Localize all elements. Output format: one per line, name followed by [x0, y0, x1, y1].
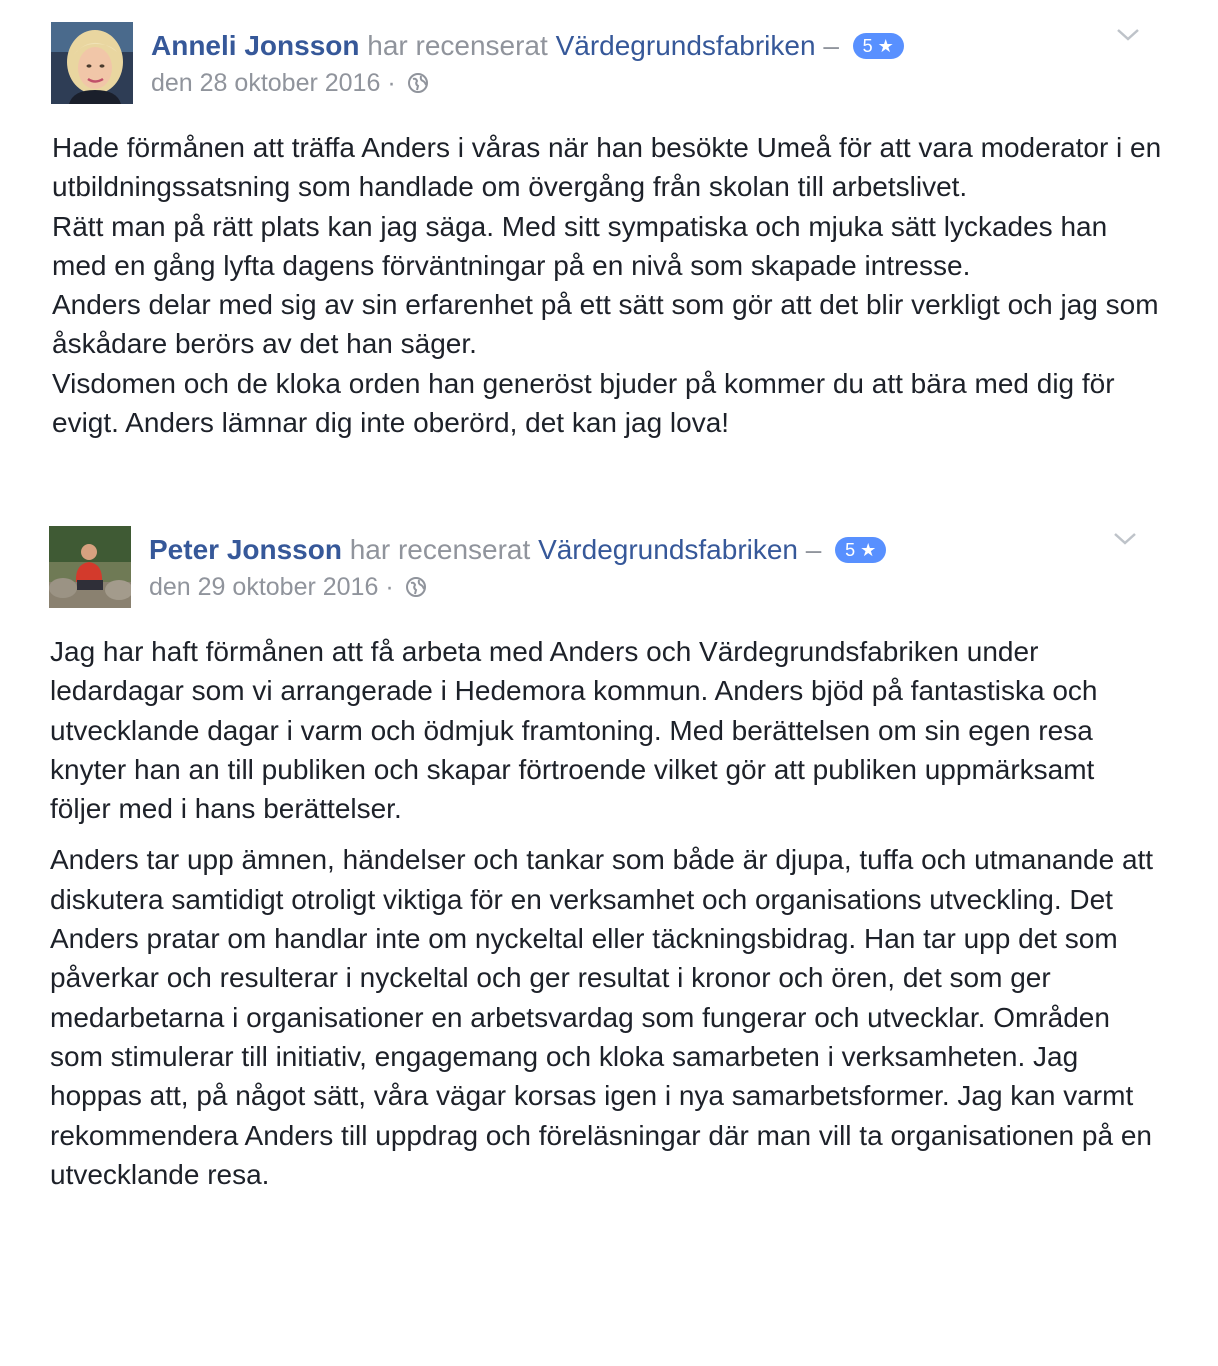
review-body [52, 128, 1162, 442]
review-body [50, 632, 1160, 1194]
header-dash: – [805, 534, 822, 565]
avatar-image [49, 526, 131, 608]
review-paragraph: Jag har haft förmånen att få arbeta med Anders och Värdegrundsfabriken under ledardagar som vi arrangerade i Hedemora kommun. Anders bjöd på fantastiska och utvecklande dagar i varm och ödmjuk framtoning. Med berättelsen om sin egen resa knyter han an till publiken och skapar förtroende vilket gör att publiken uppmärksamt följer med i hans berättelser. [50, 636, 1098, 825]
avatar-image [51, 22, 133, 104]
review-paragraph: Anders delar med sig av sin erfarenhet på ett sätt som gör att det blir verkligt och jag som åskådare berörs av det han säger. [52, 289, 1159, 360]
page-link[interactable]: Värdegrundsfabriken [538, 534, 799, 565]
avatar[interactable] [49, 526, 131, 608]
avatar[interactable] [51, 22, 133, 104]
review-meta [149, 570, 427, 604]
globe-icon [407, 69, 429, 91]
chevron-down-icon[interactable] [1112, 530, 1138, 548]
chevron-down-icon[interactable] [1115, 26, 1141, 44]
rating-badge: 5 ★ [853, 33, 904, 59]
review-paragraph: Hade förmånen att träffa Anders i våras när han besökte Umeå för att vara moderator i en utbildningssatsning som handlade om övergång från skolan till arbetslivet. [52, 132, 1162, 203]
review-paragraph: Visdomen och de kloka orden han generöst bjuder på kommer du att bära med dig för evigt. Anders lämnar dig inte oberörd, det kan jag lova! [52, 367, 1115, 439]
rating-badge: 5 ★ [835, 537, 886, 563]
header-dash: – [823, 30, 839, 61]
review-header [151, 28, 904, 64]
reviewer-name[interactable]: Anneli Jonsson [151, 30, 360, 61]
review-action-text: har recenserat [349, 534, 531, 565]
review-header [149, 532, 886, 568]
review-date[interactable]: den 29 oktober 2016 [149, 573, 379, 601]
meta-separator: · [387, 69, 396, 97]
review-action-text: har recenserat [367, 30, 548, 61]
review-date[interactable]: den 28 oktober 2016 [151, 69, 381, 97]
reviewer-name[interactable]: Peter Jonsson [149, 534, 342, 565]
review-paragraph: Anders tar upp ämnen, händelser och tankar som både är djupa, tuffa och utmanande att diskutera samtidigt otroligt viktiga för en verksamhet och organisations utveckling. Det Anders pratar om handlar inte om nyckeltal eller täckningsbidrag. Han tar upp det som påverkar och resulterar i nyckeltal och ger resultat i kronor och ören, det som ger medarbetarna i organisationer en arbetsvardag som fungerar och utvecklar. Områden som stimulerar till initiativ, engagemang och kloka samarbeten i verksamheten. Jag hoppas att, på något sätt, våra vägar korsas igen i nya samarbetsformer. Jag kan varmt rekommendera Anders till uppdrag och föreläsningar där man vill ta organisationen på en utvecklande resa. [50, 844, 1154, 1190]
page-link[interactable]: Värdegrundsfabriken [555, 30, 816, 61]
meta-separator: · [385, 573, 394, 601]
review-meta [151, 66, 429, 100]
review-paragraph: Rätt man på rätt plats kan jag säga. Med sitt sympatiska och mjuka sätt lyckades han med en gång lyfta dagens förväntningar på en nivå som skapade intresse. [52, 210, 1108, 281]
globe-icon [405, 573, 427, 595]
